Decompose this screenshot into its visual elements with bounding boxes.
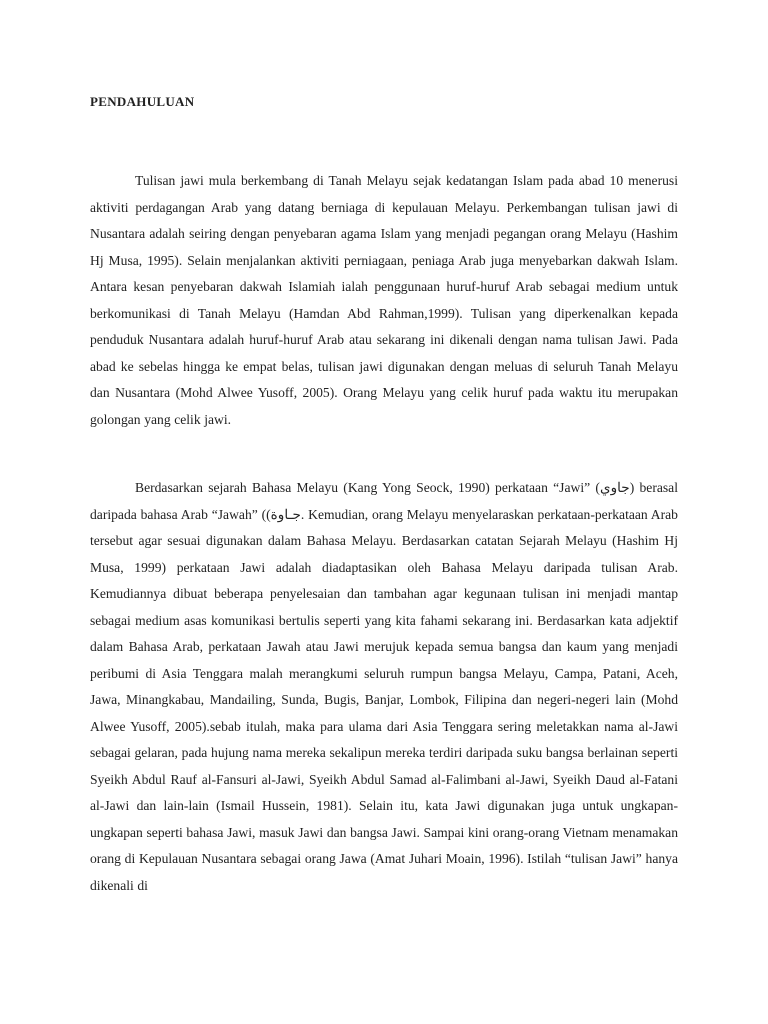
- paragraph-2: Berdasarkan sejarah Bahasa Melayu (Kang Yong Seock, 1990) perkataan “Jawi” (جاوي) berasal daripada bahasa Arab “Jawah” ((جـاوة. Kemudian, orang Melayu menyelaraskan perkataan-perkataan Arab tersebut agar sesuai digunakan dalam Bahasa Melayu. Berdasarkan catatan Sejarah Melayu (Hashim Hj Musa, 1999) perkataan Jawi adalah diadaptasikan oleh Bahasa Melayu daripada tulisan Arab. Kemudiannya dibuat beberapa penyelesaian dan tambahan agar kegunaan tulisan ini menjadi mantap sebagai medium asas komunikasi bertulis seperti yang kita fahami sekarang ini. Berdasarkan kata adjektif dalam Bahasa Arab, perkataan Jawah atau Jawi merujuk kepada semua bangsa dan kaum yang menjadi peribumi di Asia Tenggara malah merangkumi seluruh rumpun bangsa Melayu, Campa, Patani, Aceh, Jawa, Minangkabau, Mandailing, Sunda, Bugis, Banjar, Lombok, Filipina dan negeri-negeri lain (Mohd Alwee Yusoff, 2005).sebab itulah, maka para ulama dari Asia Tenggara sering meletakkan nama al-Jawi sebagai gelaran, pada hujung nama mereka sekalipun mereka terdiri daripada suku bangsa berlainan seperti Syeikh Abdul Rauf al-Fansuri al-Jawi, Syeikh Abdul Samad al-Falimbani al-Jawi, Syeikh Daud al-Fatani al-Jawi dan lain-lain (Ismail Hussein, 1981). Selain itu, kata Jawi digunakan juga untuk ungkapan-ungkapan seperti bahasa Jawi, masuk Jawi dan bangsa Jawi. Sampai kini orang-orang Vietnam menamakan orang di Kepulauan Nusantara sebagai orang Jawa (Amat Juhari Moain, 1996). Istilah “tulisan Jawi” hanya dikenali di: [90, 480, 678, 893]
- document-page: [90, 0, 678, 1024]
- paragraph-1: Tulisan jawi mula berkembang di Tanah Melayu sejak kedatangan Islam pada abad 10 menerusi aktiviti perdagangan Arab yang datang berniaga di kepulauan Melayu. Perkembangan tulisan jawi di Nusantara adalah seiring dengan penyebaran agama Islam yang menjadi pegangan orang Melayu (Hashim Hj Musa, 1995). Selain menjalankan aktiviti perniagaan, peniaga Arab juga menyebarkan dakwah Islam. Antara kesan penyebaran dakwah Islamiah ialah penggunaan huruf-huruf Arab sebagai medium untuk berkomunikasi di Tanah Melayu (Hamdan Abd Rahman,1999). Tulisan yang diperkenalkan kepada penduduk Nusantara adalah huruf-huruf Arab atau sekarang ini dikenali dengan nama tulisan Jawi. Pada abad ke sebelas hingga ke empat belas, tulisan jawi digunakan dengan meluas di seluruh Tanah Melayu dan Nusantara (Mohd Alwee Yusoff, 2005). Orang Melayu yang celik huruf pada waktu itu merupakan golongan yang celik jawi.: [90, 173, 678, 427]
- section-heading: PENDAHULUAN: [90, 94, 195, 109]
